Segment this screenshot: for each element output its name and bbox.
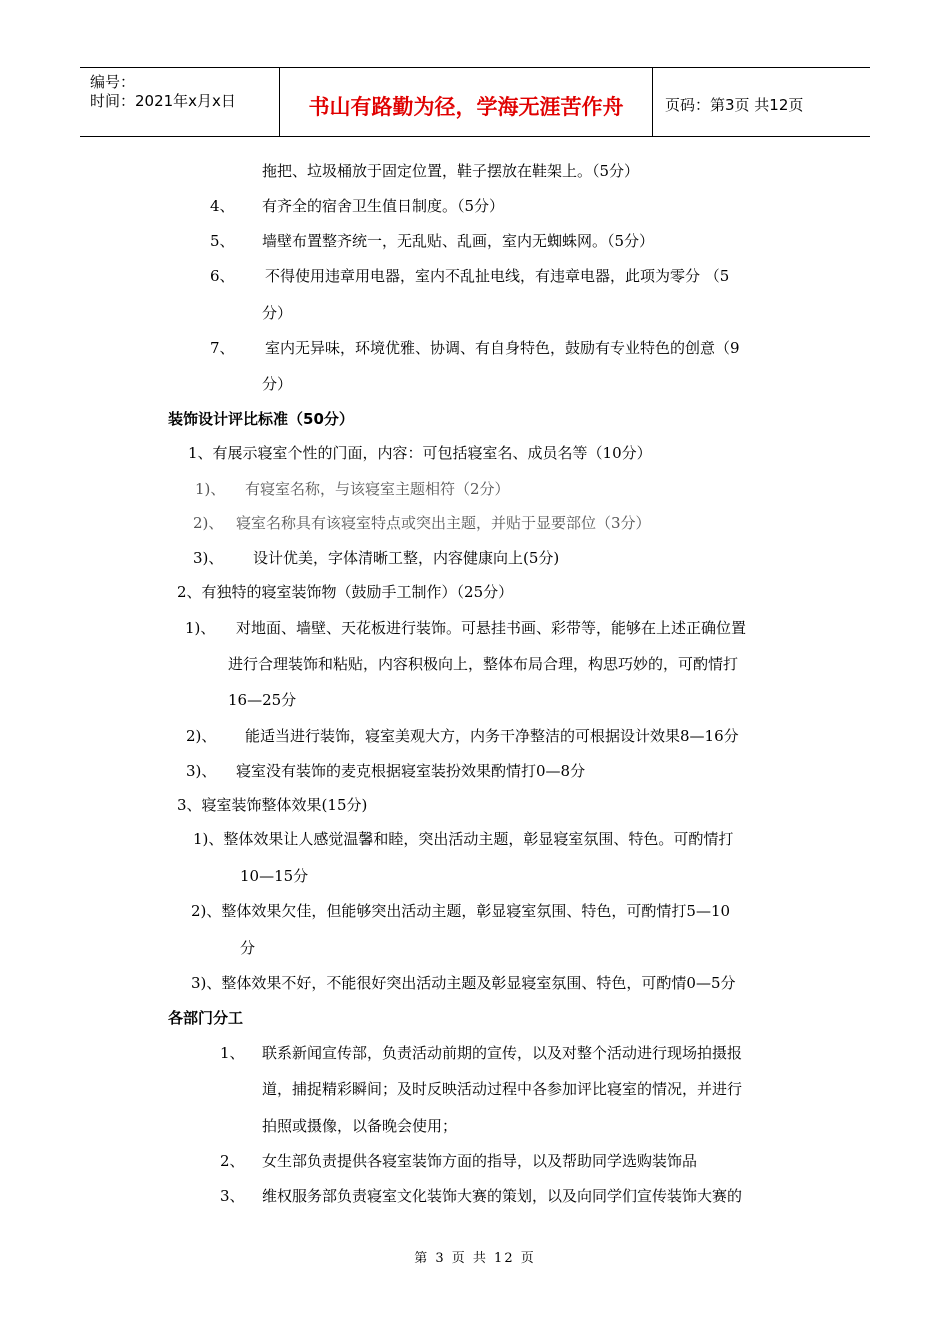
text-line: 联系新闻宣传部，负责活动前期的宣传，以及对整个活动进行现场拍摄报	[262, 1044, 743, 1062]
list-number: 1)、	[185, 619, 216, 637]
list-number: 6、	[210, 267, 235, 285]
text-line: 1)、整体效果让人感觉温馨和睦，突出活动主题，彰显寝室氛围、特色。可酌情打	[193, 830, 734, 848]
text-line: 2、有独特的寝室装饰物（鼓励手工制作）（25分）	[177, 583, 514, 601]
list-number: 3)、	[193, 549, 224, 567]
list-number: 5、	[210, 232, 235, 250]
section-heading: 装饰设计评比标准（50分）	[168, 410, 354, 428]
list-number: 4、	[210, 197, 235, 215]
text-line: 不得使用违章用电器，室内不乱扯电线，有违章电器，此项为零分 （5	[265, 267, 730, 285]
text-line: 拍照或摄像，以备晚会使用；	[262, 1117, 458, 1135]
text-line: 有寝室名称，与该寝室主题相符（2分）	[245, 480, 510, 498]
header-page-info: 页码：第3页 共12页	[665, 95, 804, 114]
list-number: 1、	[220, 1044, 245, 1062]
time-label: 时间：2021年x月x日	[90, 92, 236, 110]
text-line: 分）	[262, 375, 293, 393]
list-number: 3、	[220, 1187, 245, 1205]
text-line: 3、寝室装饰整体效果(15分)	[177, 796, 368, 814]
text-line: 有齐全的宿舍卫生值日制度。（5分）	[262, 197, 505, 215]
text-line: 2)、整体效果欠佳，但能够突出活动主题，彰显寝室氛围、特色，可酌情打5—10	[191, 902, 731, 920]
serial-label: 编号：	[90, 73, 136, 91]
list-number: 2、	[220, 1152, 245, 1170]
header-motto: 书山有路勤为径，学海无涯苦作舟	[280, 68, 653, 136]
list-number: 3)、	[186, 762, 217, 780]
section-heading: 各部门分工	[168, 1009, 244, 1027]
page-header	[80, 67, 870, 137]
list-number: 7、	[210, 339, 235, 357]
list-number: 2)、	[193, 514, 224, 532]
list-number: 2)、	[186, 727, 217, 745]
text-line: 拖把、垃圾桶放于固定位置，鞋子摆放在鞋架上。（5分）	[262, 162, 640, 180]
text-line: 对地面、墙壁、天花板进行装饰。可悬挂书画、彩带等，能够在上述正确位置	[236, 619, 747, 637]
page-footer: 第 3 页 共 12 页	[414, 1251, 536, 1266]
text-line: 墙壁布置整齐统一，无乱贴、乱画，室内无蜘蛛网。（5分）	[262, 232, 655, 250]
text-line: 分）	[262, 304, 293, 322]
text-line: 分	[240, 939, 256, 957]
text-line: 16—25分	[228, 691, 297, 709]
text-line: 1、有展示寝室个性的门面，内容：可包括寝室名、成员名等（10分）	[188, 444, 652, 462]
text-line: 寝室名称具有该寝室特点或突出主题，并贴于显要部位（3分）	[236, 514, 651, 532]
text-line: 室内无异味，环境优雅、协调、有自身特色，鼓励有专业特色的创意（9	[265, 339, 740, 357]
text-line: 进行合理装饰和粘贴，内容积极向上，整体布局合理，构思巧妙的，可酌情打	[228, 655, 739, 673]
text-line: 设计优美，字体清晰工整，内容健康向上(5分)	[253, 549, 560, 567]
text-line: 女生部负责提供各寝室装饰方面的指导，以及帮助同学选购装饰品	[262, 1152, 698, 1170]
header-meta	[80, 68, 280, 136]
text-line: 道，捕捉精彩瞬间；及时反映活动过程中各参加评比寝室的情况，并进行	[262, 1080, 743, 1098]
text-line: 10—15分	[240, 867, 309, 885]
list-number: 1)、	[195, 480, 226, 498]
text-line: 寝室没有装饰的麦克根据寝室装扮效果酌情打0—8分	[236, 762, 586, 780]
text-line: 维权服务部负责寝室文化装饰大赛的策划，以及向同学们宣传装饰大赛的	[262, 1187, 743, 1205]
text-line: 3)、整体效果不好，不能很好突出活动主题及彰显寝室氛围、特色，可酌情0—5分	[191, 974, 736, 992]
text-line: 能适当进行装饰，寝室美观大方，内务干净整洁的可根据设计效果8—16分	[245, 727, 739, 745]
